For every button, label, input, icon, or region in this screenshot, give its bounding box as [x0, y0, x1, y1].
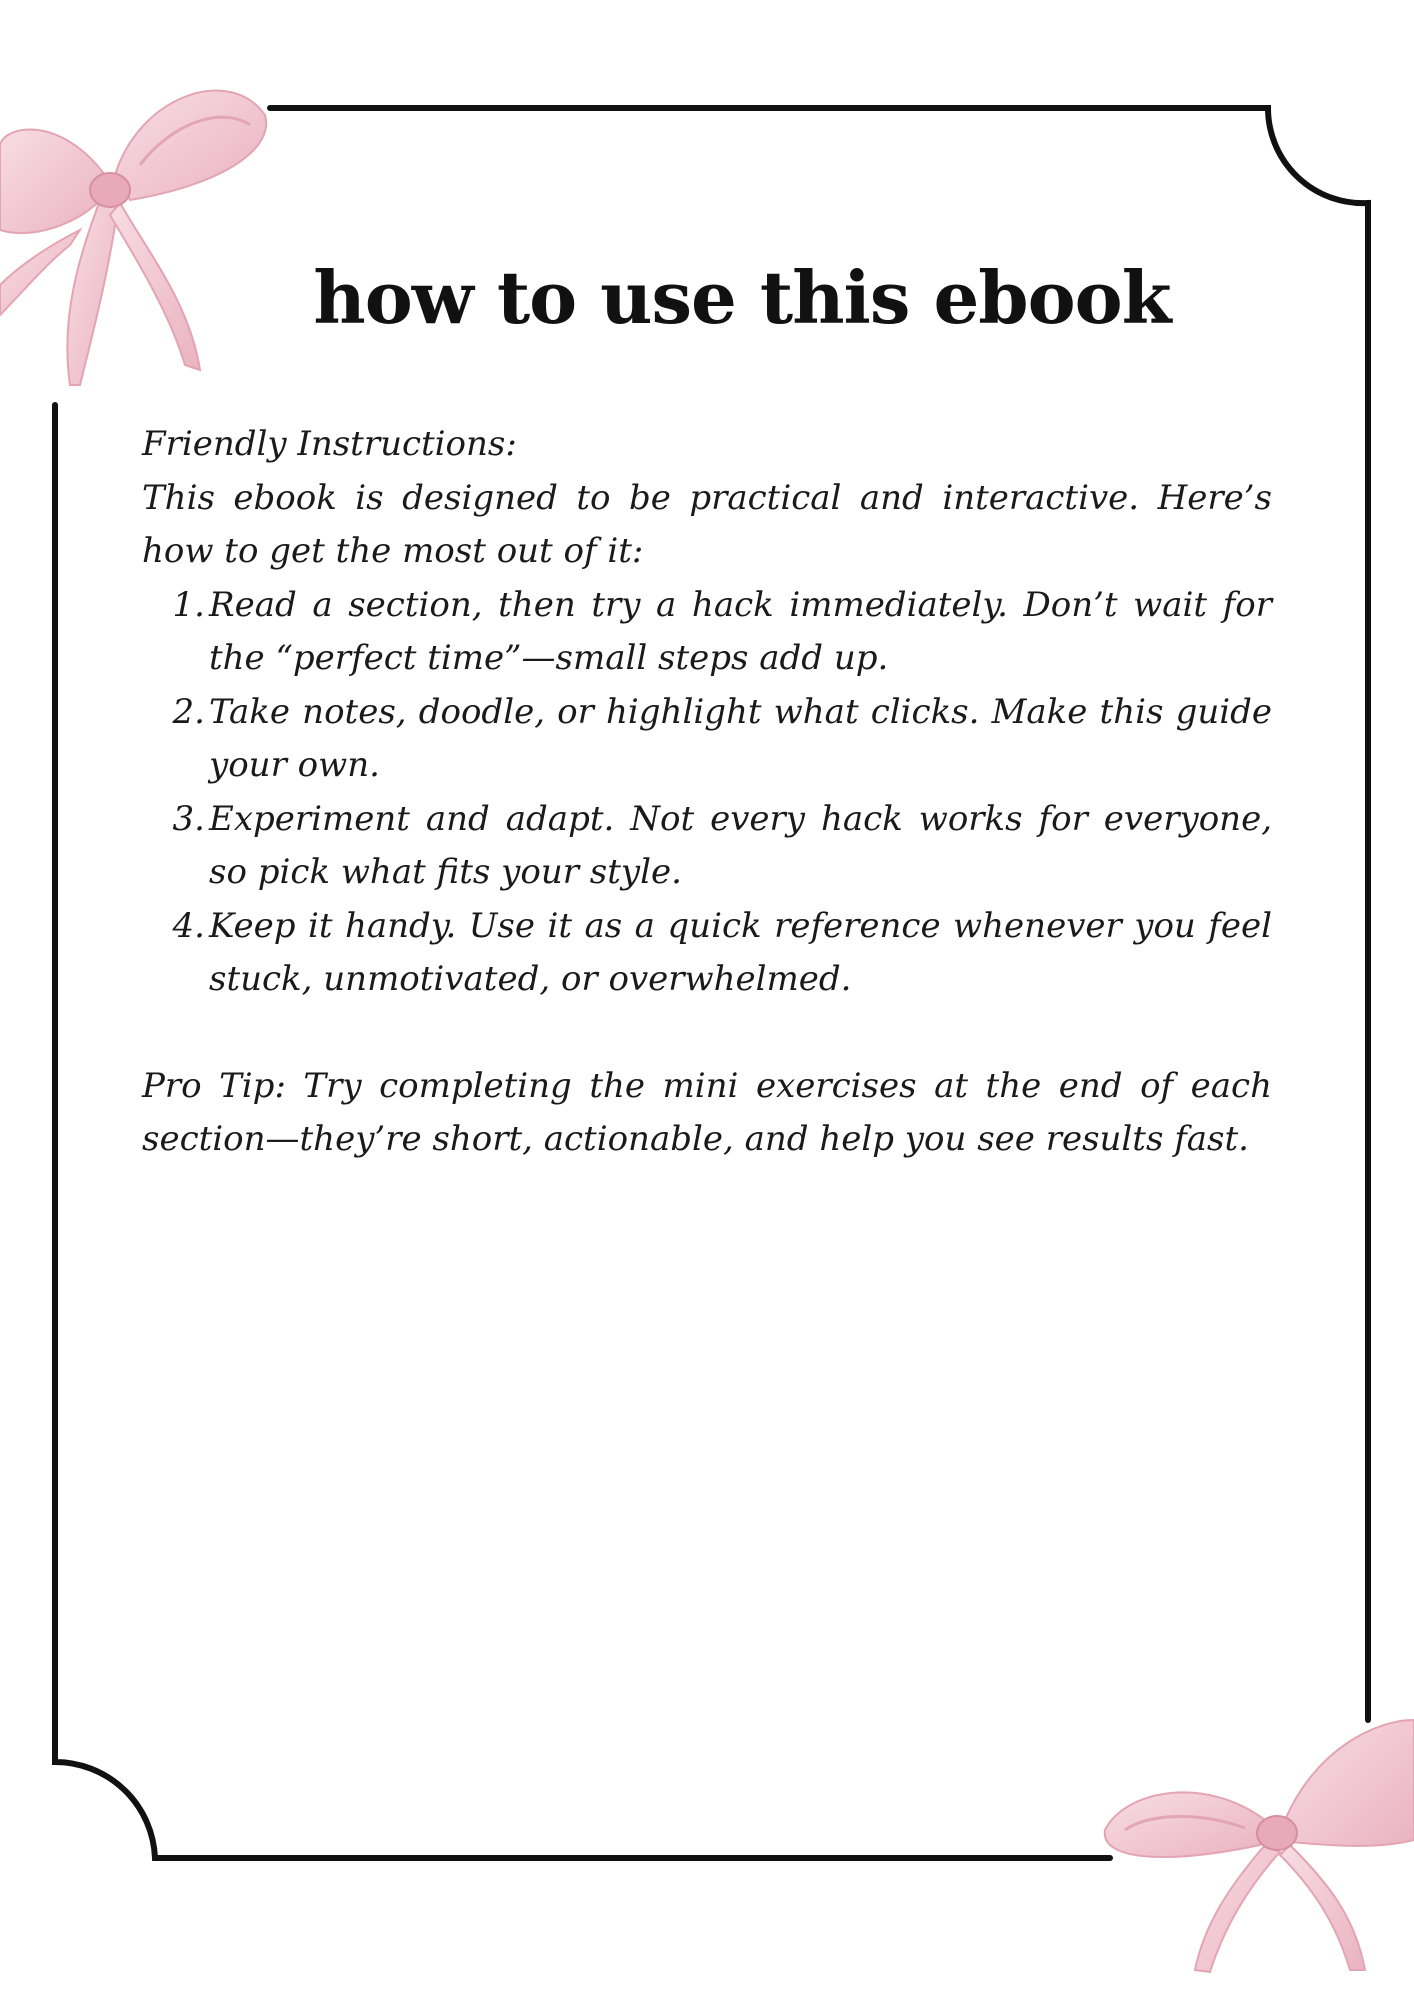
- step-text: Experiment and adapt. Not every hack works for everyone, so pick what fits your style.: [209, 798, 1272, 892]
- steps-list: [142, 579, 1272, 1007]
- step-text: Keep it handy. Use it as a quick reference whenever you feel stuck, unmotivated, or overwhelmed.: [209, 905, 1272, 999]
- page-title: how to use this ebook: [313, 255, 1171, 340]
- pro-tip: Pro Tip: Try completing the mini exercises at the end of each section—they’re short, actionable, and help you see results fast.: [142, 1065, 1272, 1159]
- list-item: [142, 579, 1272, 686]
- instructions-content: [142, 418, 1272, 1167]
- intro-text: This ebook is designed to be practical and interactive. Here’s how to get the most out of it:: [142, 477, 1272, 571]
- step-text: Read a section, then try a hack immediately. Don’t wait for the “perfect time”—small steps add up.: [209, 584, 1272, 678]
- step-number: 1.: [172, 584, 205, 625]
- pink-ribbon-bow-icon: [1085, 1680, 1414, 1980]
- step-number: 3.: [172, 798, 205, 839]
- step-text: Take notes, doodle, or highlight what clicks. Make this guide your own.: [209, 691, 1272, 785]
- pink-ribbon-bow-icon: [0, 55, 300, 435]
- intro-heading: Friendly Instructions:: [142, 424, 517, 464]
- list-item: [142, 793, 1272, 900]
- spacer: [142, 1007, 1272, 1060]
- step-number: 4.: [172, 905, 205, 946]
- step-number: 2.: [172, 691, 205, 732]
- list-item: [142, 686, 1272, 793]
- list-item: [142, 900, 1272, 1007]
